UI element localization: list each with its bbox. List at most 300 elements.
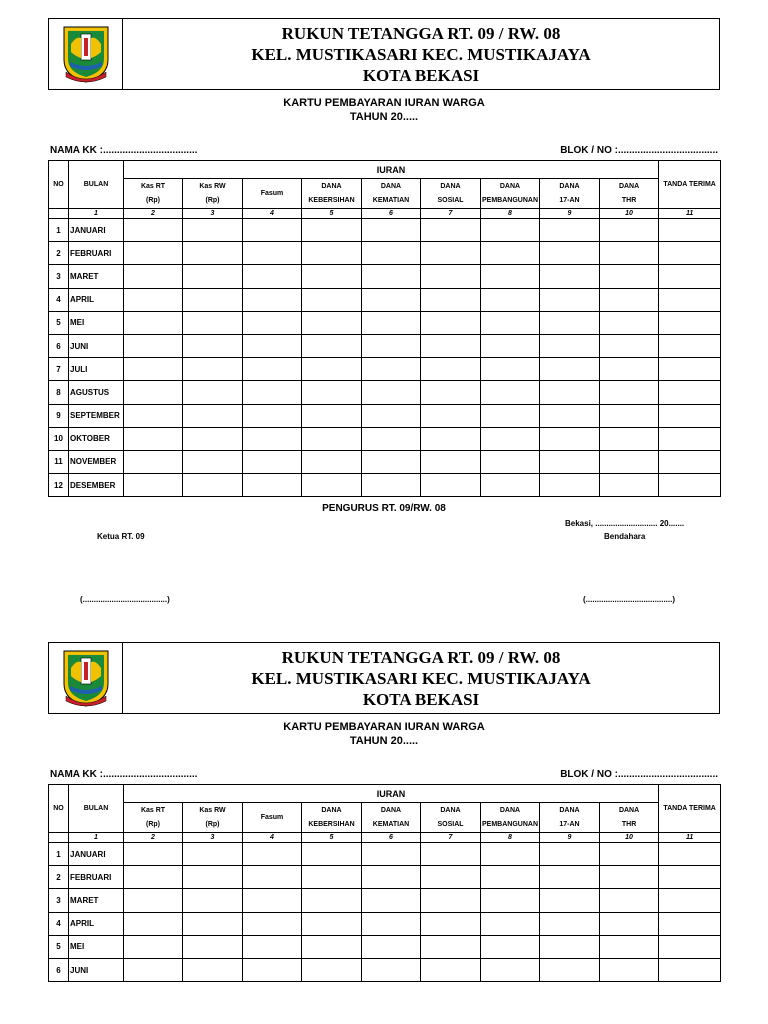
payment-cell bbox=[243, 219, 302, 242]
payment-cell bbox=[481, 889, 540, 912]
col-number: 10 bbox=[600, 209, 659, 219]
table-row bbox=[49, 843, 721, 866]
col-number: 1 bbox=[69, 833, 124, 843]
col-header-line: DANA bbox=[499, 182, 521, 190]
col-number: 8 bbox=[481, 833, 540, 843]
payment-cell bbox=[540, 935, 600, 958]
payment-cell bbox=[421, 334, 481, 357]
payment-cell bbox=[243, 242, 302, 265]
tanda-terima-cell bbox=[659, 242, 721, 265]
payment-cell bbox=[302, 450, 362, 473]
payment-cell bbox=[124, 358, 183, 381]
payment-cell bbox=[540, 404, 600, 427]
payment-cell bbox=[362, 474, 421, 497]
col-number: 6 bbox=[362, 209, 421, 219]
payment-cell bbox=[362, 219, 421, 242]
payment-cell bbox=[183, 334, 243, 357]
payment-cell bbox=[362, 843, 421, 866]
table-row bbox=[49, 334, 721, 357]
col-header-line: KEMATIAN bbox=[372, 820, 410, 828]
tanda-terima-cell bbox=[659, 889, 721, 912]
kota-bekasi-emblem-icon bbox=[60, 24, 112, 84]
payment-cell bbox=[302, 265, 362, 288]
tanda-terima-cell bbox=[659, 450, 721, 473]
card-title bbox=[0, 96, 768, 124]
payment-cell bbox=[183, 311, 243, 334]
col-number: 10 bbox=[600, 833, 659, 843]
col-number: 11 bbox=[659, 833, 721, 843]
payment-cell bbox=[124, 242, 183, 265]
payment-cell bbox=[362, 958, 421, 981]
month-name: APRIL bbox=[69, 912, 124, 935]
footer-title: PENGURUS RT. 09/RW. 08 bbox=[322, 503, 446, 514]
table-row bbox=[49, 265, 721, 288]
month-number: 6 bbox=[49, 334, 69, 357]
month-number: 1 bbox=[49, 843, 69, 866]
tanda-terima-cell bbox=[659, 427, 721, 450]
col-header-kas-rw bbox=[183, 803, 243, 833]
month-name: FEBRUARI bbox=[69, 242, 124, 265]
col-header-dana-sosial bbox=[421, 179, 481, 209]
month-number: 4 bbox=[49, 288, 69, 311]
card-title-line-2: TAHUN 20..... bbox=[349, 735, 419, 747]
payment-cell bbox=[302, 311, 362, 334]
payment-cell bbox=[302, 381, 362, 404]
col-header-dana-17an bbox=[540, 803, 600, 833]
tanda-terima-cell bbox=[659, 311, 721, 334]
table-row bbox=[49, 427, 721, 450]
col-header-line: DANA bbox=[559, 182, 580, 190]
col-header-dana-kematian bbox=[362, 179, 421, 209]
col-header-line: Kas RT bbox=[140, 182, 166, 190]
col-header-line: DANA bbox=[321, 806, 342, 814]
tanda-terima-cell bbox=[659, 935, 721, 958]
org-line-2: KEL. MUSTIKASARI KEC. MUSTIKAJAYA bbox=[251, 44, 591, 64]
card-title-line-1: KARTU PEMBAYARAN IURAN WARGA bbox=[283, 721, 485, 733]
payment-cell bbox=[243, 288, 302, 311]
payment-cell bbox=[481, 450, 540, 473]
payment-cell bbox=[481, 219, 540, 242]
payment-cell bbox=[362, 358, 421, 381]
month-name: MEI bbox=[69, 311, 124, 334]
col-number: 5 bbox=[302, 833, 362, 843]
col-header-dana-kebersihan bbox=[302, 803, 362, 833]
kota-bekasi-emblem-icon bbox=[60, 648, 112, 708]
col-header-dana-thr bbox=[600, 179, 659, 209]
payment-cell bbox=[302, 334, 362, 357]
month-name: APRIL bbox=[69, 288, 124, 311]
payment-cell bbox=[362, 265, 421, 288]
payment-cell bbox=[540, 958, 600, 981]
col-header-line: KEBERSIHAN bbox=[308, 820, 355, 828]
month-number: 2 bbox=[49, 242, 69, 265]
col-header-dana-kematian bbox=[362, 803, 421, 833]
payment-cell bbox=[481, 912, 540, 935]
blok-no-field: BLOK / NO :.................................... bbox=[560, 769, 718, 780]
payment-cell bbox=[302, 889, 362, 912]
col-header-dana-pembangunan bbox=[481, 803, 540, 833]
month-number: 3 bbox=[49, 265, 69, 288]
month-name: JULI bbox=[69, 358, 124, 381]
payment-cell bbox=[421, 265, 481, 288]
col-number: 1 bbox=[69, 209, 124, 219]
col-number-blank bbox=[49, 833, 69, 843]
tanda-terima-cell bbox=[659, 474, 721, 497]
month-name: FEBRUARI bbox=[69, 866, 124, 889]
month-number: 2 bbox=[49, 866, 69, 889]
col-header-line: Kas RT bbox=[140, 806, 166, 814]
col-header-line: KEBERSIHAN bbox=[308, 196, 355, 204]
month-name: JANUARI bbox=[69, 843, 124, 866]
tanda-terima-cell bbox=[659, 334, 721, 357]
payment-cell bbox=[362, 912, 421, 935]
month-number: 5 bbox=[49, 935, 69, 958]
payment-cell bbox=[421, 843, 481, 866]
tanda-terima-cell bbox=[659, 288, 721, 311]
header-box bbox=[48, 642, 720, 714]
col-header-line: PEMBANGUNAN bbox=[482, 820, 538, 828]
payment-cell bbox=[302, 358, 362, 381]
payment-cell bbox=[183, 381, 243, 404]
table-row bbox=[49, 958, 721, 981]
col-header-tanda-terima: TANDA TERIMA bbox=[659, 785, 721, 833]
payment-cell bbox=[243, 381, 302, 404]
col-header-line: (Rp) bbox=[205, 820, 220, 828]
payment-cell bbox=[243, 404, 302, 427]
month-name: DESEMBER bbox=[69, 474, 124, 497]
payment-cell bbox=[362, 381, 421, 404]
logo-cell bbox=[49, 19, 123, 89]
signature-line-ketua: (......................................) bbox=[80, 595, 170, 604]
organization-name bbox=[123, 19, 719, 89]
col-header-no: NO bbox=[49, 161, 69, 209]
col-header-line: DANA bbox=[559, 806, 580, 814]
payment-cell bbox=[243, 265, 302, 288]
col-header-line: (Rp) bbox=[205, 196, 220, 204]
col-header-line: (Rp) bbox=[146, 820, 160, 828]
payment-cell bbox=[302, 404, 362, 427]
payment-cell bbox=[302, 474, 362, 497]
signature-line-bendahara: (.......................................) bbox=[583, 595, 676, 604]
tanda-terima-cell bbox=[659, 219, 721, 242]
payment-cell bbox=[421, 311, 481, 334]
payment-cell bbox=[540, 242, 600, 265]
col-header-line: DANA bbox=[380, 182, 402, 190]
payment-cell bbox=[481, 334, 540, 357]
month-number: 8 bbox=[49, 381, 69, 404]
payment-cell bbox=[421, 889, 481, 912]
payment-cell bbox=[600, 474, 659, 497]
payment-cell bbox=[540, 866, 600, 889]
col-header-dana-sosial bbox=[421, 803, 481, 833]
payment-cell bbox=[243, 912, 302, 935]
payment-cell bbox=[481, 935, 540, 958]
payment-cell bbox=[362, 334, 421, 357]
payment-cell bbox=[243, 427, 302, 450]
table-row bbox=[49, 474, 721, 497]
payment-cell bbox=[183, 958, 243, 981]
header-row-subcolumns bbox=[49, 803, 721, 833]
payment-cell bbox=[421, 474, 481, 497]
payment-cell bbox=[243, 450, 302, 473]
payment-cell bbox=[302, 843, 362, 866]
org-line-2: KEL. MUSTIKASARI KEC. MUSTIKAJAYA bbox=[251, 668, 591, 688]
organization-name bbox=[123, 643, 719, 713]
col-header-kas-rt bbox=[124, 179, 183, 209]
payment-cell bbox=[243, 358, 302, 381]
col-number: 3 bbox=[183, 833, 243, 843]
payment-cell bbox=[124, 958, 183, 981]
payment-cell bbox=[481, 866, 540, 889]
payment-cell bbox=[124, 866, 183, 889]
table-row bbox=[49, 311, 721, 334]
col-header-dana-17an bbox=[540, 179, 600, 209]
payment-cell bbox=[421, 358, 481, 381]
payment-cell bbox=[540, 358, 600, 381]
payment-cell bbox=[540, 912, 600, 935]
col-header-line: DANA bbox=[499, 806, 521, 814]
payment-cell bbox=[362, 427, 421, 450]
payment-cell bbox=[362, 450, 421, 473]
table-row bbox=[49, 935, 721, 958]
card-title-line-2: TAHUN 20..... bbox=[349, 111, 419, 123]
month-number: 9 bbox=[49, 404, 69, 427]
payment-cell bbox=[124, 450, 183, 473]
col-header-line: Fasum bbox=[260, 189, 284, 197]
payment-table bbox=[48, 160, 721, 497]
header-row-subcolumns bbox=[49, 179, 721, 209]
payment-cell bbox=[124, 912, 183, 935]
col-number-blank bbox=[49, 209, 69, 219]
column-number-row bbox=[49, 833, 721, 843]
payment-cell bbox=[302, 219, 362, 242]
org-line-3: KOTA BEKASI bbox=[362, 689, 480, 709]
table-row bbox=[49, 219, 721, 242]
payment-cell bbox=[600, 381, 659, 404]
payment-cell bbox=[302, 288, 362, 311]
col-header-line: PEMBANGUNAN bbox=[482, 196, 538, 204]
payment-cell bbox=[481, 958, 540, 981]
tanda-terima-cell bbox=[659, 843, 721, 866]
payment-cell bbox=[600, 334, 659, 357]
col-header-iuran: IURAN bbox=[124, 161, 659, 179]
payment-cell bbox=[302, 958, 362, 981]
month-name: MARET bbox=[69, 265, 124, 288]
col-header-line: THR bbox=[621, 820, 637, 828]
payment-cell bbox=[421, 935, 481, 958]
payment-cell bbox=[421, 958, 481, 981]
payment-cell bbox=[540, 381, 600, 404]
col-header-line: SOSIAL bbox=[437, 820, 464, 828]
payment-cell bbox=[600, 450, 659, 473]
payment-cell bbox=[124, 427, 183, 450]
payment-cell bbox=[243, 935, 302, 958]
table-row bbox=[49, 381, 721, 404]
payment-cell bbox=[481, 381, 540, 404]
col-header-line: Fasum bbox=[260, 813, 284, 821]
payment-cell bbox=[183, 889, 243, 912]
payment-cell bbox=[124, 381, 183, 404]
payment-cell bbox=[124, 843, 183, 866]
col-header-dana-pembangunan bbox=[481, 179, 540, 209]
payment-cell bbox=[481, 843, 540, 866]
tanda-terima-cell bbox=[659, 404, 721, 427]
col-number: 2 bbox=[124, 209, 183, 219]
col-number: 5 bbox=[302, 209, 362, 219]
month-name: MEI bbox=[69, 935, 124, 958]
payment-cell bbox=[540, 219, 600, 242]
card-title bbox=[0, 720, 768, 748]
month-rows bbox=[49, 219, 721, 497]
payment-cell bbox=[600, 404, 659, 427]
payment-cell bbox=[421, 450, 481, 473]
payment-cell bbox=[362, 288, 421, 311]
payment-cell bbox=[362, 311, 421, 334]
payment-cell bbox=[600, 427, 659, 450]
col-number: 7 bbox=[421, 833, 481, 843]
col-header-dana-kebersihan bbox=[302, 179, 362, 209]
table-row bbox=[49, 288, 721, 311]
payment-cell bbox=[302, 935, 362, 958]
payment-cell bbox=[600, 288, 659, 311]
col-header-fasum bbox=[243, 803, 302, 833]
payment-cell bbox=[421, 866, 481, 889]
col-header-bulan: BULAN bbox=[69, 785, 124, 833]
payment-cell bbox=[124, 889, 183, 912]
payment-cell bbox=[243, 866, 302, 889]
payment-cell bbox=[600, 889, 659, 912]
table-row bbox=[49, 242, 721, 265]
tanda-terima-cell bbox=[659, 265, 721, 288]
table-row bbox=[49, 450, 721, 473]
card-title-line-1: KARTU PEMBAYARAN IURAN WARGA bbox=[283, 97, 485, 109]
payment-cell bbox=[124, 474, 183, 497]
nama-kk-field: NAMA KK :.................................. bbox=[50, 145, 198, 156]
header-row-iuran bbox=[49, 161, 721, 179]
payment-cell bbox=[362, 404, 421, 427]
payment-cell bbox=[243, 958, 302, 981]
payment-cell bbox=[600, 866, 659, 889]
column-number-row bbox=[49, 209, 721, 219]
col-number: 9 bbox=[540, 209, 600, 219]
col-header-bulan: BULAN bbox=[69, 161, 124, 209]
col-header-line: 17-AN bbox=[559, 820, 580, 828]
col-header-line: DANA bbox=[321, 182, 342, 190]
col-header-line: Kas RW bbox=[199, 806, 226, 814]
tanda-terima-cell bbox=[659, 866, 721, 889]
nama-kk-field: NAMA KK :.................................. bbox=[50, 769, 198, 780]
header-row-iuran bbox=[49, 785, 721, 803]
header-box bbox=[48, 18, 720, 90]
table-row bbox=[49, 912, 721, 935]
col-header-no: NO bbox=[49, 785, 69, 833]
logo-cell bbox=[49, 643, 123, 713]
payment-cell bbox=[243, 889, 302, 912]
payment-cell bbox=[362, 242, 421, 265]
col-header-kas-rt bbox=[124, 803, 183, 833]
table-row bbox=[49, 358, 721, 381]
month-name: NOVEMBER bbox=[69, 450, 124, 473]
payment-cell bbox=[481, 358, 540, 381]
payment-cell bbox=[481, 404, 540, 427]
payment-cell bbox=[421, 427, 481, 450]
month-name: SEPTEMBER bbox=[69, 404, 124, 427]
payment-cell bbox=[421, 912, 481, 935]
col-number: 3 bbox=[183, 209, 243, 219]
month-number: 7 bbox=[49, 358, 69, 381]
payment-cell bbox=[362, 889, 421, 912]
tanda-terima-cell bbox=[659, 912, 721, 935]
payment-cell bbox=[540, 265, 600, 288]
col-number: 2 bbox=[124, 833, 183, 843]
col-header-line: 17-AN bbox=[559, 196, 580, 204]
date-line: Bekasi, ............................ 20....... bbox=[565, 519, 685, 528]
payment-cell bbox=[421, 288, 481, 311]
payment-cell bbox=[124, 334, 183, 357]
col-header-line: THR bbox=[621, 196, 637, 204]
payment-cell bbox=[243, 474, 302, 497]
month-name: JUNI bbox=[69, 958, 124, 981]
payment-cell bbox=[540, 474, 600, 497]
payment-cell bbox=[302, 866, 362, 889]
payment-cell bbox=[540, 334, 600, 357]
bendahara-label: Bendahara bbox=[604, 532, 646, 541]
payment-cell bbox=[481, 288, 540, 311]
org-line-1: RUKUN TETANGGA RT. 09 / RW. 08 bbox=[281, 647, 561, 667]
col-header-dana-thr bbox=[600, 803, 659, 833]
payment-cell bbox=[183, 935, 243, 958]
payment-cell bbox=[302, 912, 362, 935]
col-number: 4 bbox=[243, 833, 302, 843]
payment-cell bbox=[540, 288, 600, 311]
payment-cell bbox=[481, 311, 540, 334]
payment-cell bbox=[302, 427, 362, 450]
payment-cell bbox=[243, 843, 302, 866]
payment-cell bbox=[540, 311, 600, 334]
col-header-line: SOSIAL bbox=[437, 196, 464, 204]
payment-table bbox=[48, 784, 721, 982]
payment-cell bbox=[600, 242, 659, 265]
payment-cell bbox=[600, 912, 659, 935]
payment-cell bbox=[183, 427, 243, 450]
month-number: 11 bbox=[49, 450, 69, 473]
payment-cell bbox=[124, 311, 183, 334]
org-line-1: RUKUN TETANGGA RT. 09 / RW. 08 bbox=[281, 23, 561, 43]
tanda-terima-cell bbox=[659, 381, 721, 404]
month-name: MARET bbox=[69, 889, 124, 912]
payment-cell bbox=[124, 935, 183, 958]
payment-cell bbox=[302, 242, 362, 265]
col-header-line: KEMATIAN bbox=[372, 196, 410, 204]
payment-cell bbox=[183, 242, 243, 265]
month-number: 1 bbox=[49, 219, 69, 242]
org-line-3: KOTA BEKASI bbox=[362, 65, 480, 85]
payment-cell bbox=[481, 265, 540, 288]
payment-cell bbox=[481, 427, 540, 450]
col-number: 11 bbox=[659, 209, 721, 219]
month-rows bbox=[49, 843, 721, 982]
col-number: 9 bbox=[540, 833, 600, 843]
col-number: 6 bbox=[362, 833, 421, 843]
col-header-line: DANA bbox=[380, 806, 402, 814]
col-header-line: DANA bbox=[440, 182, 461, 190]
payment-cell bbox=[183, 404, 243, 427]
ketua-label: Ketua RT. 09 bbox=[97, 532, 145, 541]
payment-cell bbox=[183, 219, 243, 242]
payment-cell bbox=[183, 450, 243, 473]
month-name: OKTOBER bbox=[69, 427, 124, 450]
month-number: 10 bbox=[49, 427, 69, 450]
